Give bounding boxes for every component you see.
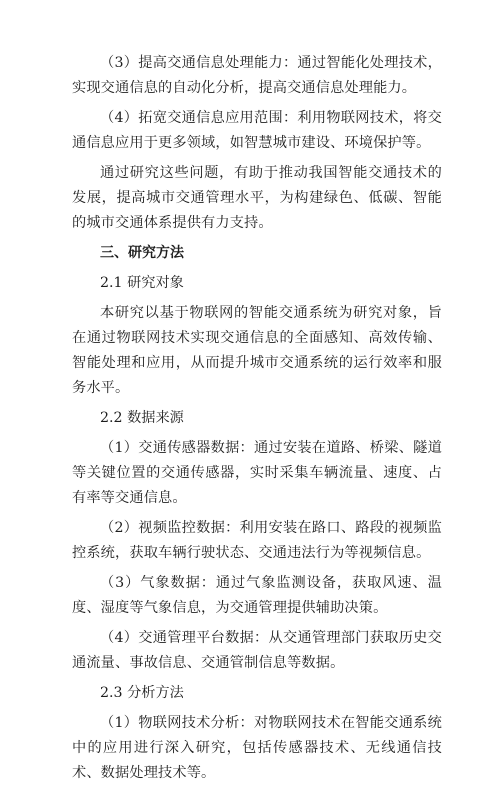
paragraph-research-object: 本研究以基于物联网的智能交通系统为研究对象，旨在通过物联网技术实现交通信息的全面感知、高效传输、智能处理和应用，从而提升城市交通系统的运行效率和服务水平。 [72,305,442,396]
paragraph-sensor-data: （1）交通传感器数据：通过安装在道路、桥梁、隧道等关键位置的交通传感器，实时采集车辆流量、速度、占有率等交通信息。 [72,440,442,506]
paragraph-video-data: （2）视频监控数据：利用安装在路口、路段的视频监控系统，获取车辆行驶状态、交通违法行为等视频信息。 [72,520,442,561]
section-heading-research-methods: 三、研究方法 [100,245,184,261]
paragraph-processing-capability: （3）提高交通信息处理能力：通过智能化处理技术，实现交通信息的自动化分析，提高交通信息处理能力。 [72,55,442,96]
subheading-analysis-methods: 2.3 分析方法 [100,685,184,701]
paragraph-weather-data: （3）气象数据：通过气象监测设备，获取风速、温度、湿度等气象信息，为交通管理提供辅助决策。 [72,575,442,616]
paragraph-research-significance: 通过研究这些问题，有助于推动我国智能交通技术的发展，提高城市交通管理水平，为构建绿色、低碳、智能的城市交通体系提供有力支持。 [72,165,442,231]
paragraph-iot-analysis: （1）物联网技术分析：对物联网技术在智能交通系统中的应用进行深入研究，包括传感器技术、无线通信技术、数据处理技术等。 [72,715,442,781]
paragraph-application-scope: （4）拓宽交通信息应用范围：利用物联网技术，将交通信息应用于更多领域，如智慧城市建设、环境保护等。 [72,110,442,151]
paragraph-platform-data: （4）交通管理平台数据：从交通管理部门获取历史交通流量、事故信息、交通管制信息等数据。 [72,630,442,671]
subheading-research-object: 2.1 研究对象 [100,275,184,291]
subheading-data-sources: 2.2 数据来源 [100,410,184,426]
